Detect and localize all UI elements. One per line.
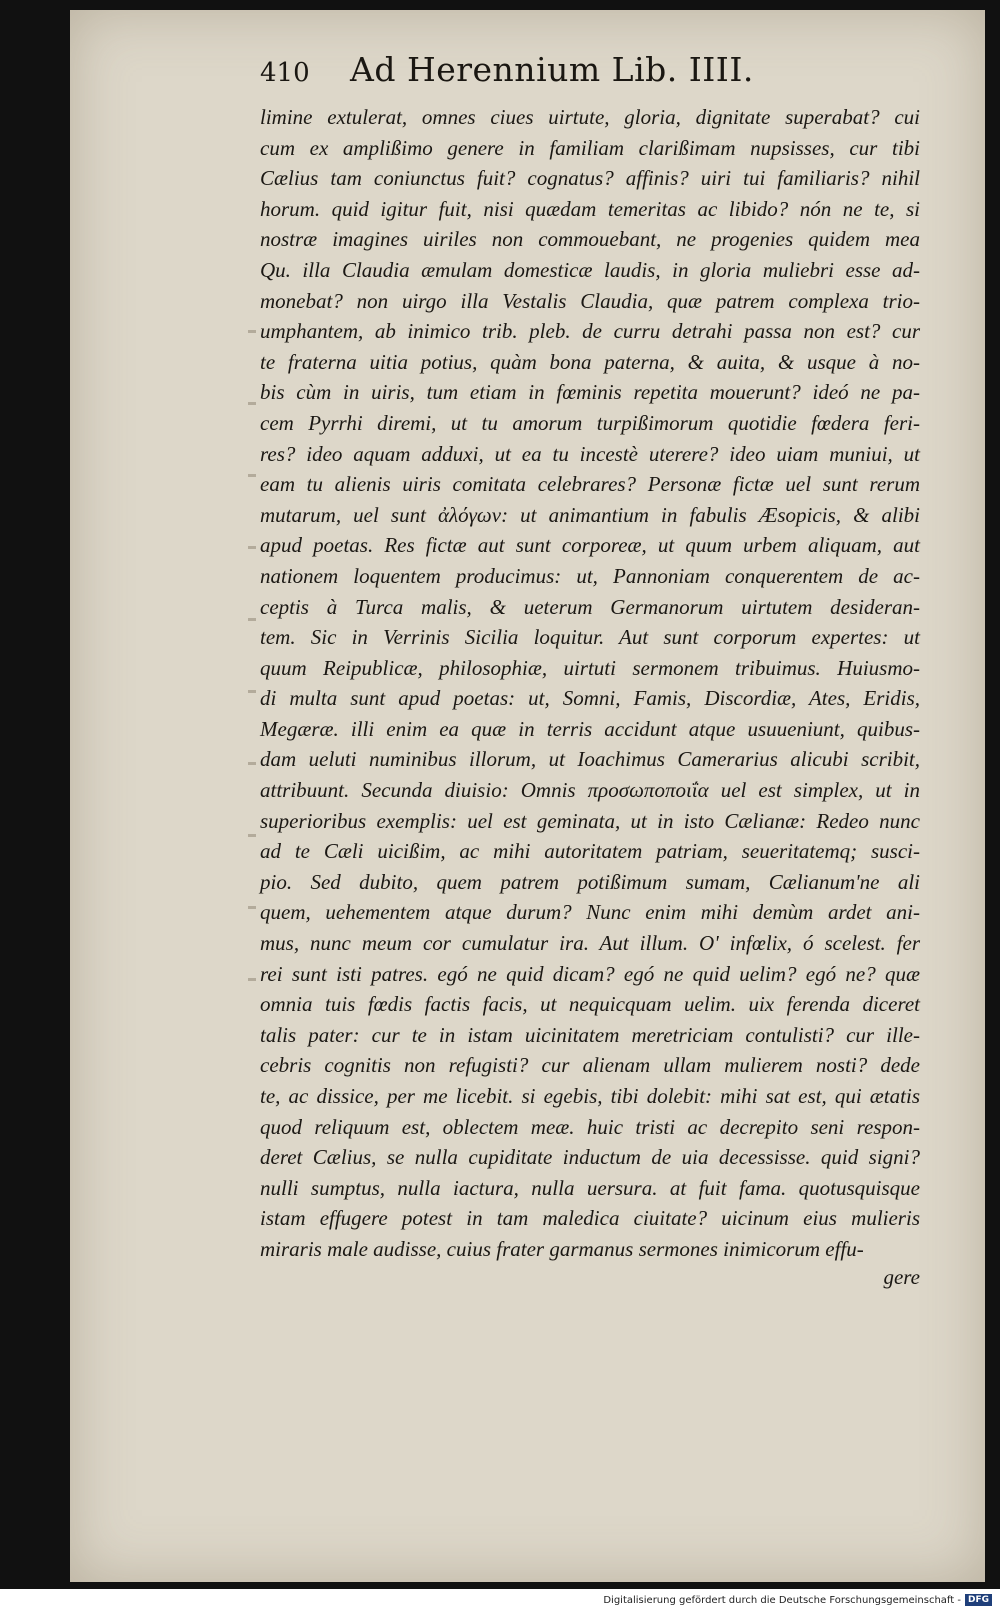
margin-mark	[248, 690, 256, 693]
page-header	[260, 50, 960, 98]
dfg-logo: DFG	[965, 1594, 992, 1606]
text-line: talis pater: cur te in istam uicinitatem meretriciam contulisti? cur ille-	[260, 1022, 920, 1047]
text-line: umphantem, ab inimico trib. pleb. de curru detrahi passa non est? cur	[260, 319, 920, 344]
text-line: cebris cognitis non refugisti? cur alienam ullam mulierem nosti? dede	[260, 1053, 920, 1078]
text-line: nationem loquentem producimus: ut, Pannoniam conquerentem de ac-	[260, 563, 920, 588]
text-line: Megæræ. illi enim ea quæ in terris accidunt atque usuueniunt, quibus-	[260, 716, 920, 741]
margin-marks	[248, 330, 256, 1030]
text-line: miraris male audisse, cuius frater garmanus sermones inimicorum effu-	[260, 1236, 864, 1261]
margin-mark	[248, 330, 256, 333]
margin-mark	[248, 906, 256, 909]
digitization-footer	[0, 1589, 1000, 1611]
page-content	[260, 50, 960, 1290]
text-line: di multa sunt apud poetas: ut, Somni, Famis, Discordiæ, Ates, Eridis,	[260, 686, 920, 711]
text-line: monebat? non uirgo illa Vestalis Claudia, quæ patrem complexa trio-	[260, 288, 920, 313]
footer-credit: Digitalisierung gefördert durch die Deutsche Forschungsgemeinschaft -	[603, 1594, 961, 1606]
margin-mark	[248, 762, 256, 765]
text-line: eam tu alienis uiris comitata celebrares? Personæ fictæ uel sunt rerum	[260, 472, 920, 497]
text-line: attribuunt. Secunda diuisio: Omnis προσωποποιΐα uel est simplex, ut in	[260, 778, 920, 803]
margin-mark	[248, 618, 256, 621]
text-line: quum Reipublicæ, philosophiæ, uirtuti sermonem tribuimus. Huiusmo-	[260, 655, 920, 680]
margin-mark	[248, 474, 256, 477]
running-head: Ad Herennium Lib. IIII.	[350, 50, 754, 89]
text-line: mus, nunc meum cor cumulatur ira. Aut illum. O' infœlix, ó scelest. fer	[260, 931, 920, 956]
text-line: quem, uehementem atque durum? Nunc enim mihi demùm ardet ani-	[260, 900, 920, 925]
text-line: Qu. illa Claudia æmulam domesticæ laudis, in gloria muliebri esse ad-	[260, 257, 920, 282]
margin-mark	[248, 546, 256, 549]
text-line: superioribus exemplis: uel est geminata, ut in isto Cælianæ: Redeo nunc	[260, 808, 920, 833]
text-line: horum. quid igitur fuit, nisi quædam temeritas ac libido? nón ne te, si	[260, 196, 920, 221]
text-line: pio. Sed dubito, quem patrem potißimum sumam, Cælianum'ne ali	[260, 869, 920, 894]
text-line: nostræ imagines uiriles non commouebant, ne progenies quidem mea	[260, 227, 920, 252]
text-line: istam effugere potest in tam maledica ciuitate? uicinum eius mulieris	[260, 1206, 920, 1231]
book-page	[70, 10, 985, 1582]
text-line: bis cùm in uiris, tum etiam in fœminis repetita mouerunt? ideó ne pa-	[260, 380, 920, 405]
text-line: te, ac dissice, per me licebit. si egebis, tibi dolebit: mihi sat est, qui ætatis	[260, 1084, 920, 1108]
text-line: te fraterna uitia potius, quàm bona paterna, & auita, & usque à no-	[260, 349, 920, 374]
text-line: cum ex amplißimo genere in familiam clarißimam nupsisses, cur tibi	[260, 135, 920, 160]
text-line: tem. Sic in Verrinis Sicilia loquitur. Aut sunt corporum expertes: ut	[260, 625, 920, 650]
text-line: dam ueluti numinibus illorum, ut Ioachimus Camerarius alicubi scribit,	[260, 747, 920, 772]
text-line: Cælius tam coniunctus fuit? cognatus? affinis? uiri tui familiaris? nihil	[260, 166, 920, 191]
page-number: 410	[260, 58, 310, 88]
text-line: omnia tuis fœdis factis facis, ut nequicquam uelim. uix ferenda diceret	[260, 992, 920, 1017]
text-line: limine extulerat, omnes ciues uirtute, gloria, dignitate superabat? cui	[260, 105, 920, 129]
margin-mark	[248, 834, 256, 837]
text-line: ceptis à Turca malis, & ueterum Germanorum uirtutem desideran-	[260, 594, 920, 619]
text-line: nulli sumptus, nulla iactura, nulla uersura. at fuit fama. quotusquisque	[260, 1175, 920, 1200]
text-line: deret Cælius, se nulla cupiditate inductum de uia decessisse. quid signi?	[260, 1145, 920, 1170]
text-line: res? ideo aquam adduxi, ut ea tu incestè uterere? ideo uiam muniui, ut	[260, 441, 920, 466]
text-line: ad te Cæli uicißim, ac mihi autoritatem patriam, seueritatemq; susci-	[260, 839, 920, 864]
text-line: apud poetas. Res fictæ aut sunt corporeæ, ut quum urbem aliquam, aut	[260, 533, 920, 558]
text-line: quod reliquum est, oblectem meæ. huic tristi ac decrepito seni respon-	[260, 1114, 920, 1139]
text-line: rei sunt isti patres. egó ne quid dicam? egó ne quid uelim? egó ne? quæ	[260, 961, 920, 986]
text-line: cem Pyrrhi diremi, ut tu amorum turpißimorum quotidie fœdera feri-	[260, 410, 920, 435]
margin-mark	[248, 978, 256, 981]
text-line: mutarum, uel sunt ἀλόγων: ut animantium in fabulis Æsopicis, & alibi	[260, 502, 920, 527]
body-text	[260, 102, 960, 1265]
catchword: gere	[883, 1264, 920, 1289]
margin-mark	[248, 402, 256, 405]
